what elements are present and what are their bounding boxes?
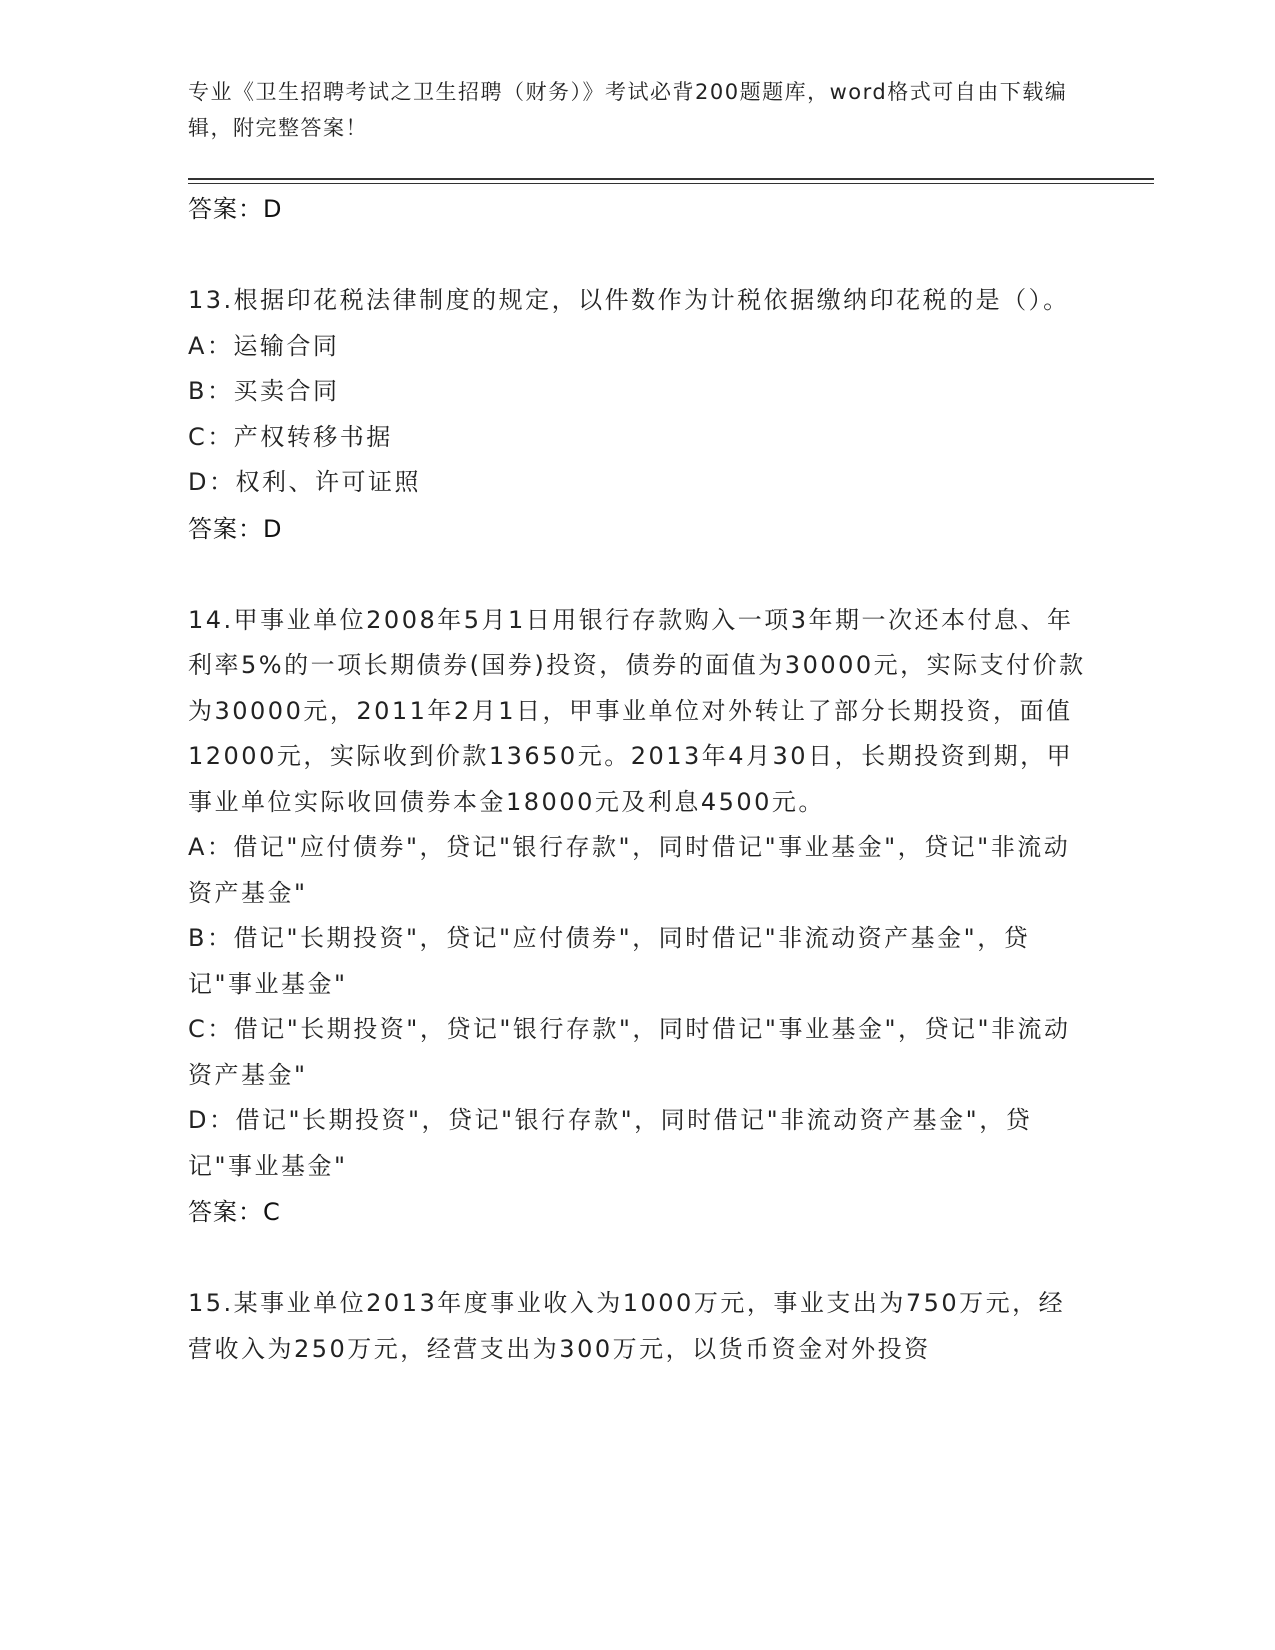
answer-13: 答案：D [188, 514, 283, 543]
question-13-option-b: B：买卖合同 [188, 377, 340, 405]
question-13-option-d: D：权利、许可证照 [188, 468, 421, 496]
header-divider-thin [188, 183, 1154, 184]
document-header: 专业《卫生招聘考试之卫生招聘（财务）》考试必背200题题库，word格式可自由下载编辑，附完整答案！ [188, 80, 1068, 140]
question-14-option-d: D：借记"长期投资"，贷记"银行存款"，同时借记"非流动资产基金"，贷记"事业基金" [188, 1106, 1033, 1180]
answer-12: 答案：D [188, 195, 283, 223]
question-14-option-c: C：借记"长期投资"，贷记"银行存款"，同时借记"事业基金"，贷记"非流动资产基金" [188, 1015, 1071, 1089]
question-13-option-a: A：运输合同 [188, 331, 340, 360]
document-body [188, 186, 1088, 1372]
question-14: 14.甲事业单位2008年5月1日用银行存款购入一项3年期一次还本付息、年利率5%的一项长期债券(国券)投资，债券的面值为30000元，实际支付价款为30000元，2011年2月1日，甲事业单位对外转让了部分长期投资，面值12000元，实际收到价款13650元。2013年4月30日，长期投资到期，甲事业单位实际收回债券本金18000元及利息4500元。 [188, 605, 1086, 816]
question-13: 13.根据印花税法律制度的规定，以件数作为计税依据缴纳印花税的是（）。 [188, 286, 1070, 314]
question-14-option-a: A：借记"应付债券"，贷记"银行存款"，同时借记"事业基金"，贷记"非流动资产基金" [188, 833, 1071, 907]
answer-14: 答案：C [188, 1198, 281, 1226]
question-14-option-b: B：借记"长期投资"，贷记"应付债券"，同时借记"非流动资产基金"，贷记"事业基金" [188, 924, 1031, 998]
header-divider [188, 178, 1154, 180]
question-15: 15.某事业单位2013年度事业收入为1000万元，事业支出为750万元，经营收入为250万元，经营支出为300万元，以货币资金对外投资 [188, 1289, 1066, 1363]
question-13-option-c: C：产权转移书据 [188, 422, 393, 451]
